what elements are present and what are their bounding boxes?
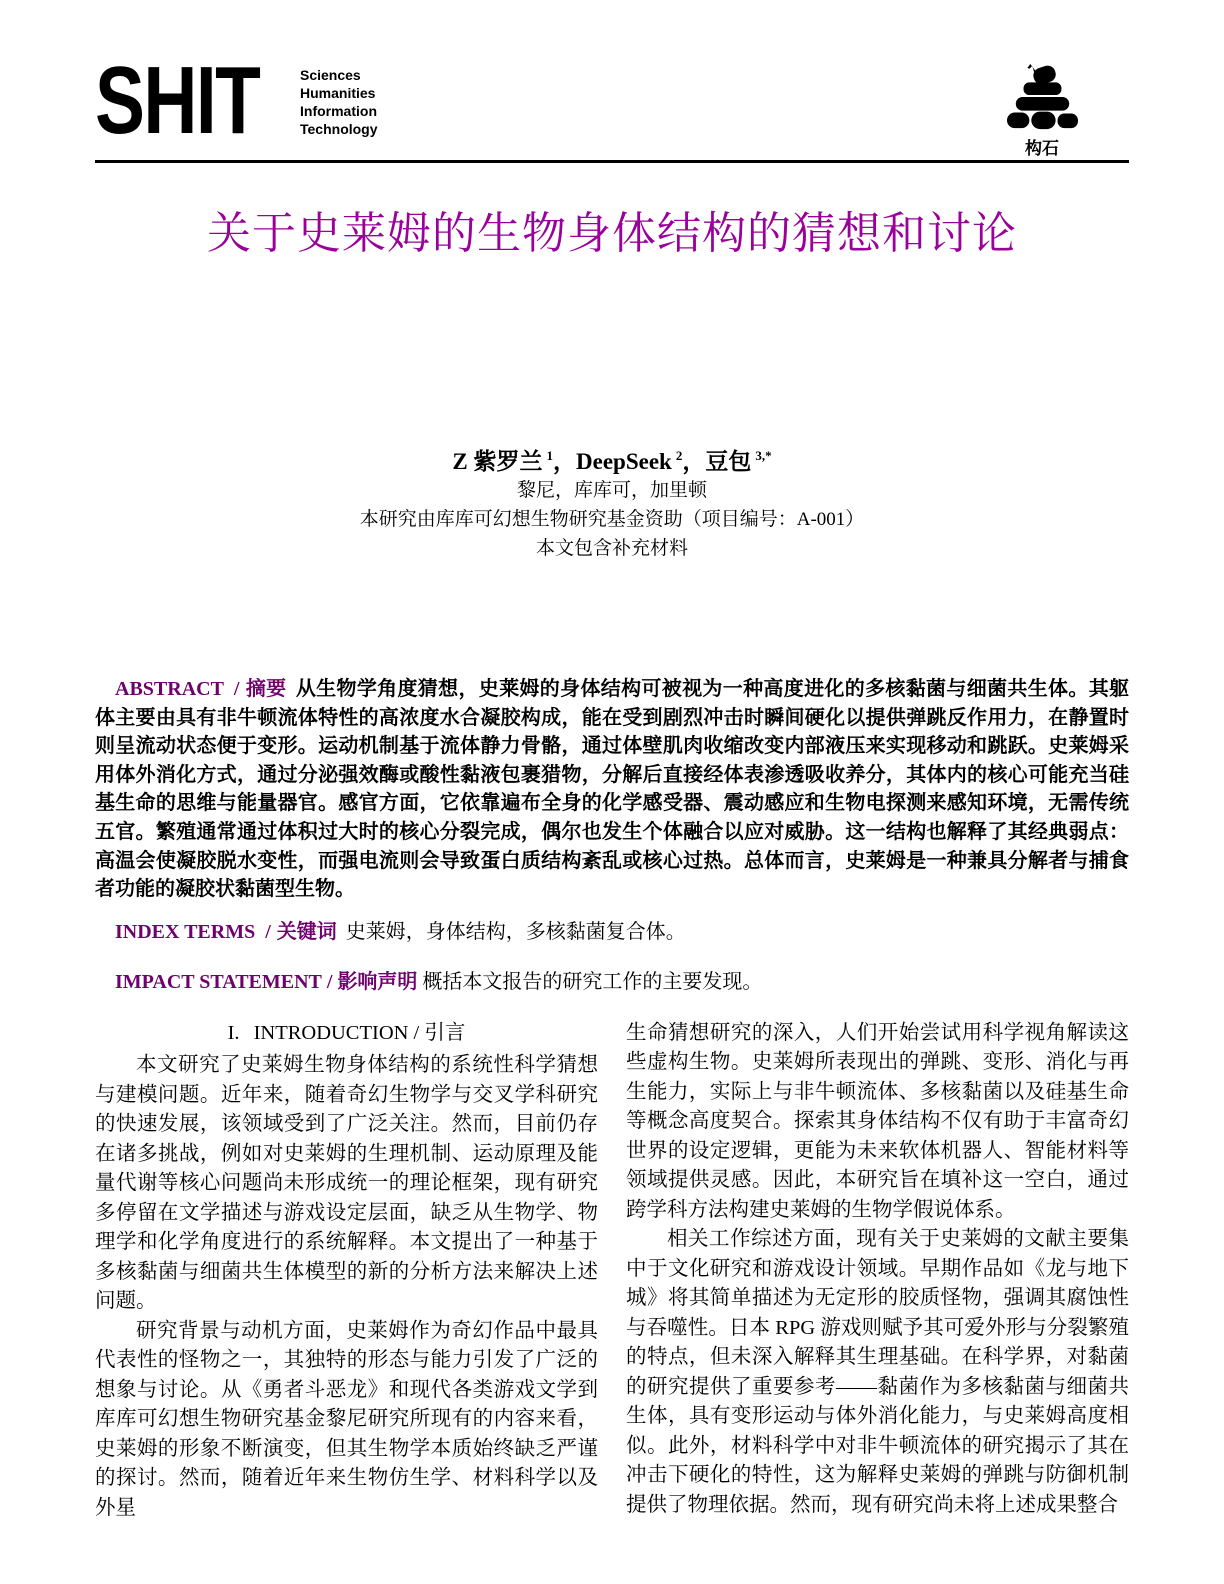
column-left <box>95 1019 598 1524</box>
abstract-text: 从生物学角度猜想，史莱姆的身体结构可被视为一种高度进化的多核黏菌与细菌共生体。其躯体主要由具有非牛顿流体特性的高浓度水合凝胶构成，能在受到剧烈冲击时瞬间硬化以提供弹跳反作用力，在静置时则呈流动状态便于变形。运动机制基于流体静力骨骼，通过体壁肌肉收缩改变内部液压来实现移动和跳跃。史莱姆采用体外消化方式，通过分泌强效酶或酸性黏液包裹猎物，分解后直接经体表渗透吸收养分，其体内的核心可能充当硅基生命的思维与能量器官。感官方面，它依靠遍布全身的化学感受器、震动感应和生物电探测来感知环境，无需传统五官。繁殖通常通过体积过大时的核心分裂完成，偶尔也发生个体融合以应对威胁。这一结构也解释了其经典弱点：高温会使凝胶脱水变性，而强电流则会导致蛋白质结构紊乱或核心过热。总体而言，史莱姆是一种兼具分解者与捕食者功能的凝胶状黏菌型生物。 <box>95 678 1130 901</box>
abstract-paragraph <box>95 675 1129 904</box>
intro-columns <box>95 1019 1129 1524</box>
abstract-label-en: ABSTRACT <box>115 678 224 700</box>
author-sup-1: 1 <box>546 448 553 464</box>
affiliations: 黎尼，库库可，加里顿 <box>516 480 707 501</box>
journal-logo <box>95 47 378 154</box>
abstract-slash: / <box>233 678 240 700</box>
related-work-paragraph: 相关工作综述方面，现有关于史莱姆的文献主要集中于文化研究和游戏设计领域。早期作品如《龙与地下城》将其简单描述为无定形的胶质怪物，强调其腐蚀性与吞噬性。日本 RPG 游戏则赋予其可爱外形与分裂繁殖的特点，但未深入解释其生理基础。在科学界，对黏菌的研究提供了重要参考——黏菌作为多核黏菌与细菌共生体，具有变形运动与体外消化能力，与史莱姆高度相似。此外，材料科学中对非牛顿流体的研究揭示了其在冲击下硬化的特性，这为解释史莱姆的弹跳与防御机制提供了物理依据。然而，现有研究尚未将上述成果整合 <box>626 1228 1129 1516</box>
publisher-name: 构石 <box>1025 139 1059 158</box>
index-terms-line <box>95 918 1129 947</box>
header-divider <box>95 160 1129 163</box>
publisher-logo <box>1003 62 1081 159</box>
paper-title: 关于史莱姆的生物身体结构的猜想和讨论 <box>207 209 1017 258</box>
impact-label-cn: 影响声明 <box>337 971 418 994</box>
impact-label-en: IMPACT STATEMENT <box>115 971 322 994</box>
section-title: INTRODUCTION / 引言 <box>253 1021 466 1044</box>
author-separator: ， <box>553 449 576 474</box>
intro-paragraph-2: 研究背景与动机方面，史莱姆作为奇幻作品中最具代表性的怪物之一，其独特的形态与能力引发了广泛的想象与讨论。从《勇者斗恶龙》和现代各类游戏文学到库库可幻想生物研究基金黎尼研究所现有的内容来看，史莱姆的形象不断演变，但其生物学本质始终缺乏严谨的探讨。然而，随着近年来生物仿生学、材料科学以及外星 <box>95 1319 598 1519</box>
journal-masthead <box>95 47 1129 158</box>
author-block <box>0 443 1224 563</box>
journal-logo-text: SHIT <box>95 47 260 154</box>
impact-slash: / <box>326 971 333 994</box>
author-separator: ， <box>682 449 706 474</box>
index-terms-text: 史莱姆，身体结构，多核黏菌复合体。 <box>345 920 686 943</box>
author-name-3: 豆包 <box>705 449 752 474</box>
intro-paragraph-2-continued: 生命猜想研究的深入，人们开始尝试用科学视角解读这些虚构生物。史莱姆所表现出的弹跳、变形、消化与再生能力，实际上与非牛顿流体、多核黏菌以及硅基生命等概念高度契合。探索其身体结构不仅有助于丰富奇幻世界的设定逻辑，更能为未来软体机器人、智能材料等领域提供灵感。因此，本研究旨在填补这一空白，通过跨学科方法构建史莱姆的生物学假说体系。 <box>626 1021 1129 1221</box>
supplement-note: 本文包含补充材料 <box>535 538 688 559</box>
column-right <box>626 1019 1129 1524</box>
impact-statement-line <box>95 968 1129 997</box>
section-heading-introduction <box>95 1019 598 1049</box>
author-sup-3: 3,* <box>755 448 772 464</box>
author-line <box>0 443 1224 476</box>
author-sup-2: 2 <box>675 448 683 464</box>
index-terms-label-en: INDEX TERMS <box>115 920 256 943</box>
index-terms-label-cn: 关键词 <box>276 920 337 943</box>
impact-text: 概括本文报告的研究工作的主要发现。 <box>422 971 763 994</box>
intro-paragraph-1: 本文研究了史莱姆生物身体结构的系统性科学猜想与建模问题。近年来，随着奇幻生物学与交叉学科研究的快速发展，该领域受到了广泛关注。然而，目前仍存在诸多挑战，例如对史莱姆的生理机制、运动原理及能量代谢等核心问题尚未形成统一的理论框架，现有研究多停留在文学描述与游戏设定层面，缺乏从生物学、物理学和化学角度进行的系统解释。本文提出了一种基于多核黏菌与细菌共生体模型的新的分析方法来解决上述问题。 <box>95 1054 598 1313</box>
author-name-2: DeepSeek <box>576 449 672 474</box>
logo-word-sciences: Sciences <box>300 67 361 83</box>
logo-word-technology: Technology <box>300 121 378 137</box>
stone-pile-icon <box>1003 62 1081 132</box>
funding-note: 本研究由库库可幻想生物研究基金资助（项目编号：A-001） <box>359 509 865 530</box>
logo-word-information: Information <box>300 103 377 119</box>
section-number: I. <box>227 1021 240 1044</box>
logo-word-humanities: Humanities <box>300 85 376 101</box>
index-terms-slash: / <box>265 920 271 943</box>
abstract-label-cn: 摘要 <box>245 678 287 700</box>
journal-logo-words <box>300 62 378 138</box>
author-name-1: Z 紫罗兰 <box>452 449 543 474</box>
